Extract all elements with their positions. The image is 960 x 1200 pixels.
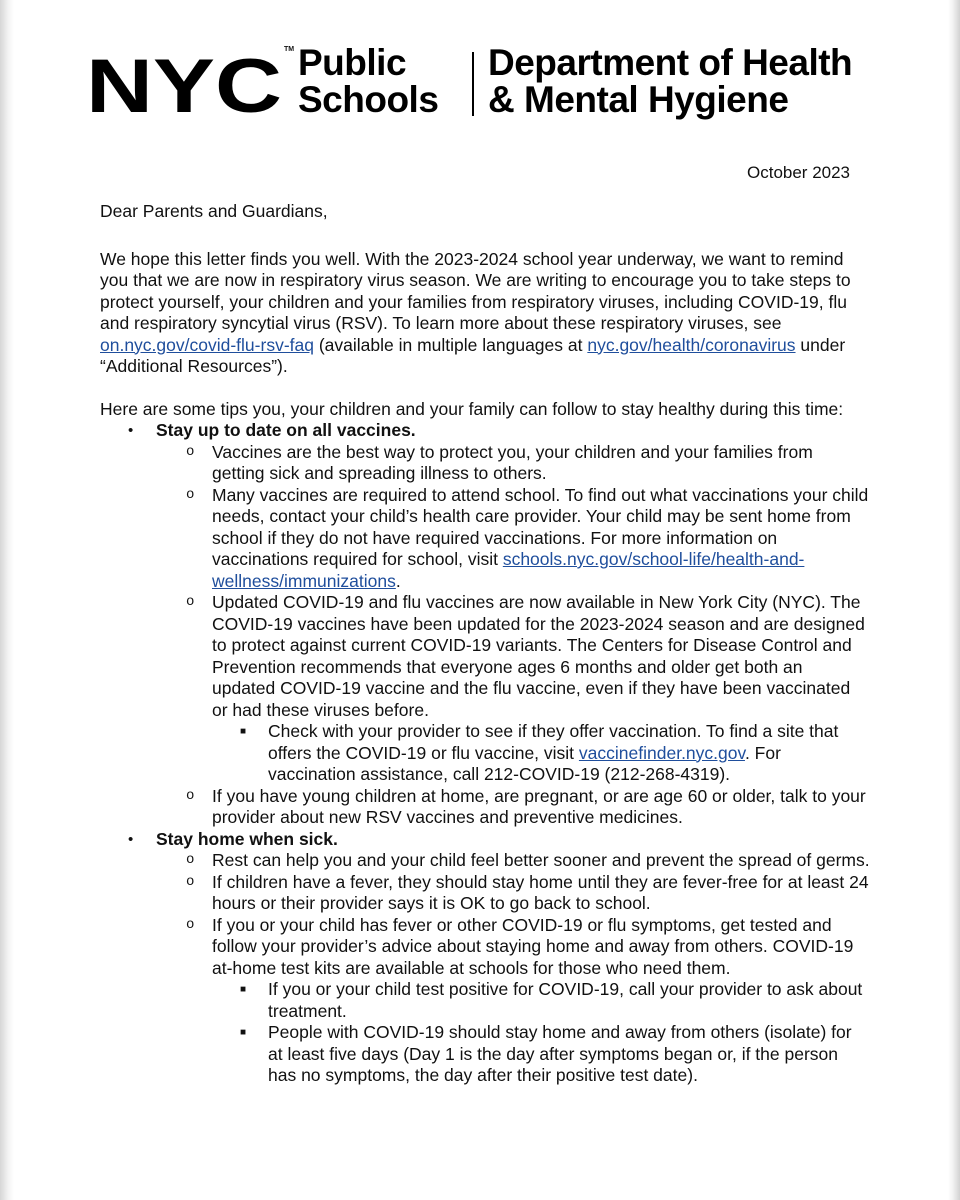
wordmark-line: Schools [298, 79, 439, 120]
tips-list [100, 420, 870, 1087]
wordmark-line: Public [298, 42, 407, 83]
circle-bullet-icon: o [186, 787, 195, 804]
tip-title: Stay up to date on all vaccines. [156, 420, 416, 440]
circle-bullet-icon: o [186, 594, 195, 610]
coronavirus-link[interactable]: nyc.gov/health/coronavirus [587, 334, 796, 355]
sub-sub-list [212, 721, 870, 786]
circle-bullet-icon: o [186, 443, 195, 460]
tip-stay-home [100, 829, 870, 1087]
list-item [156, 485, 870, 593]
list-item-text: Rest can help you and your child feel better sooner and prevent the spread of germs. [212, 850, 870, 870]
list-item-text: . For vaccination assistance, call 212-COVID-19 (212-268-4319). [268, 742, 781, 784]
circle-bullet-icon: o [186, 852, 195, 868]
bullet-icon: • [128, 422, 134, 439]
list-item-text: If you or your child has fever or other COVID-19 or flu symptoms, get tested and follow your provider’s advice about staying home and away from others. COVID-19 at-home test kits are available at schools for those who need them. [212, 914, 854, 978]
sub-sub-list [212, 979, 870, 1087]
logo-divider [472, 52, 474, 116]
list-item-text: Many vaccines are required to attend school. To find out what vaccinations your child needs, contact your child’s health care provider. Your child may be sent home from school if they do not have required vaccinations. For more information on vaccinations required for school, visit [212, 484, 869, 569]
list-item-text: Check with your provider to see if they offer vaccination. To find a site that offers the COVID-19 or flu vaccine, visit [268, 721, 839, 763]
list-item [156, 592, 870, 786]
tips-intro: Here are some tips you, your children and your family can follow to stay healthy during this time: [100, 398, 844, 419]
list-item [212, 1022, 870, 1087]
list-item-text: Vaccines are the best way to protect you, your children and your families from getting sick and spreading illness to others. [212, 441, 813, 483]
list-item-text: . [395, 570, 401, 591]
list-item [212, 979, 870, 1022]
intro-text: (available in multiple languages at [313, 334, 588, 355]
trademark-mark: TM [284, 46, 295, 53]
list-item-text: If children have a fever, they should stay home until they are fever-free for at least 24 hours or their provider says it is OK to go back to school. [212, 871, 869, 913]
letterhead [86, 44, 886, 124]
square-bullet-icon: ■ [240, 984, 247, 995]
square-bullet-icon: ■ [240, 726, 247, 737]
page-edge-shadow [948, 0, 960, 1200]
list-item [156, 850, 870, 872]
wordmark-line: Department of Health [488, 42, 853, 83]
intro-paragraph [100, 249, 870, 378]
circle-bullet-icon: o [186, 916, 195, 933]
nyc-logo-text: NYC [86, 54, 282, 118]
bullet-icon: • [128, 830, 134, 848]
list-item [156, 442, 870, 485]
wordmark-line: & Mental Hygiene [488, 79, 789, 120]
list-item-text: If you have young children at home, are pregnant, or are age 60 or older, talk to your provider about new RSV vaccines and preventive medicines. [212, 785, 866, 827]
list-item [156, 915, 870, 1087]
salutation: Dear Parents and Guardians, [100, 201, 328, 221]
list-item-text: Updated COVID-19 and flu vaccines are now available in New York City (NYC). The COVID-19 vaccines have been updated for the 2023-2024 season and are designed to protect against current COVID-19 variants. The Centers for Disease Control and Prevention recommends that everyone ages 6 months and older get both an updated COVID-19 vaccine and the flu vaccine, even if they have been vaccinated or had these viruses before. [212, 592, 865, 720]
vaccinefinder-link[interactable]: vaccinefinder.nyc.gov [578, 742, 745, 763]
list-item-text: People with COVID-19 should stay home and away from others (isolate) for at least five days (Day 1 is the day after symptoms began or, if the person has no symptoms, the day after their positive test date). [268, 1022, 852, 1085]
square-bullet-icon: ■ [240, 1027, 247, 1038]
circle-bullet-icon: o [186, 486, 195, 503]
public-schools-wordmark [298, 44, 438, 118]
page-edge-shadow [0, 0, 14, 1200]
nyc-logo [86, 54, 286, 118]
tip-vaccines [100, 420, 870, 829]
letter-date: October 2023 [747, 163, 851, 182]
list-item [156, 786, 870, 829]
tip-title: Stay home when sick. [156, 828, 338, 849]
faq-link[interactable]: on.nyc.gov/covid-flu-rsv-faq [100, 334, 314, 355]
list-item-text: If you or your child test positive for COVID-19, call your provider to ask about treatment. [268, 979, 863, 1021]
intro-text: We hope this letter finds you well. With the 2023-2024 school year underway, we want to remind you that we are now in respiratory virus season. We are writing to encourage you to take steps to protect yourself, your children and your families from respiratory viruses, including COVID-19, flu and respiratory syncytial virus (RSV). To learn more about these respiratory viruses, see [100, 248, 851, 333]
intro-text: under “Additional Resources”). [100, 334, 846, 376]
health-department-wordmark [488, 44, 852, 118]
list-item [212, 721, 870, 786]
list-item [156, 872, 870, 915]
sub-list [156, 850, 870, 1087]
sub-list [156, 442, 870, 829]
letter-body [100, 201, 870, 1087]
circle-bullet-icon: o [186, 873, 195, 890]
immunizations-link[interactable]: schools.nyc.gov/school-life/health-and-wellness/immunizations [212, 549, 805, 591]
